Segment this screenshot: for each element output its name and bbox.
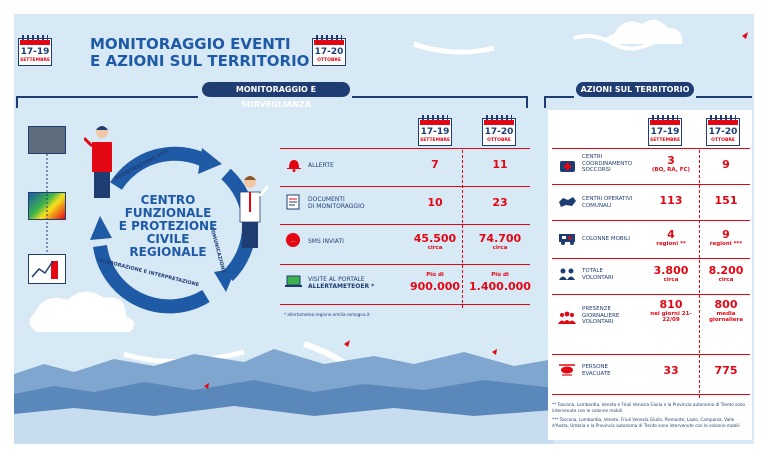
calendar-october-icon: 17-20 OTTOBRE — [312, 38, 346, 66]
actions-calendar-october: 17-20 OTTOBRE — [706, 118, 740, 146]
chart-graph-icon — [28, 254, 66, 284]
laptop-icon — [284, 274, 302, 290]
sms-icon — [284, 232, 302, 248]
municipal-centers-september: 113 — [659, 194, 683, 207]
table-calendar-september: 17-19 SETTEMBRE — [418, 118, 452, 146]
calendar-september-icon: 17-19 SETTEMBRE — [18, 38, 52, 66]
mobile-columns-september: 4 — [667, 228, 675, 241]
document-icon — [284, 194, 302, 210]
sms-september: 45.500 — [413, 232, 457, 245]
group-icon — [558, 310, 576, 326]
row-label-coordination-centers: CENTRI COORDINAMENTO SOCCORSI — [582, 154, 633, 173]
actions-calendar-september: 17-19 SETTEMBRE — [648, 118, 682, 146]
arc-label-communication: COMUNICAZIONE — [208, 226, 227, 274]
functional-center-label: CENTRO FUNZIONALE E PROTEZIONE CIVILE REGIONALE — [118, 193, 218, 259]
ambulance-icon — [558, 230, 576, 246]
documents-september: 10 — [427, 196, 443, 209]
man-pointing-illustration — [234, 172, 268, 252]
coordination-centers-september: 3 — [667, 154, 675, 167]
total-volunteers-october: 8.200 — [708, 264, 744, 277]
mobile-columns-footnote-2: *** Toscana, Lombardia, Veneto, Friuli Venezia Giulia, Piemonte, Lazio, Campania, Valle d'Aosta, Umbria e la Provincia autonoma di Trento sono intervenute con le colonne mobili — [552, 417, 740, 428]
table-calendar-october: 17-20 OTTOBRE — [482, 118, 516, 146]
municipal-centers-october: 151 — [714, 194, 738, 207]
mobile-columns-october: 9 — [722, 228, 730, 241]
row-label-sms: SMS INVIATI — [308, 238, 344, 245]
page-title: MONITORAGGIO EVENTI E AZIONI SUL TERRITORIO — [90, 35, 310, 70]
actions-header: AZIONI SUL TERRITORIO — [576, 82, 694, 97]
arc-label-elaboration: ELABORAZIONE E INTERPRETAZIONE — [98, 257, 200, 289]
evacuated-september: 33 — [663, 364, 679, 377]
infographic-frame: 17-19 SETTEMBRE MONITORAGGIO EVENTI E AZIONI SUL TERRITORIO 17-20 OTTOBRE MONITORAGGIO E SORVEGLIANZA REGISTRAZIONE DATI COMUNICAZIONE ELABORAZIONE E INTERPRETAZIONE CENTRO FUNZIONALE E PROTEZIONE CIVILE REGIONALE 17-19 SETTEMBRE 17-20 OTTOBRE ALLERTE 7 11 DOCUMENTI DI MONITORAGGIO 10 23 ... SMS INVIATI 45.500 circa 74.700 circa VISITE AL PORTALE ALLERTAMETEOER * Più di 900.000 Più di 1.400.000 * allertameteo.regione.emilia-romagna.it AZIONI SUL TERRITORIO 17-19 SETTEMBRE 17-20 OTTOBRE CENTRI COORDINAMENTO SOCCORSI 3 (BO, RA, FC) 9 CENTRI OPERATIVI COMUNALI 113 151 COLONNE MOBILI 4 regioni ** 9 regioni *** TOTALE VOLONTARI 3.800 circa 8.200 circa PRESENZE GIORNALIERE VOLONTARI 810 nei giorni 21-22/09 800 media giornaliera PERSONE EVACUATE 33 775 ** Toscana, Lombardia, Veneto e Friuli Venezia Giulia e la Provincia autonoma di Trento sono intervenute con le colonne mobili *** Toscana, Lombardia, Veneto, Friuli Venezia Giulia, Piemonte, Lazio, Campania, Valle d'Aosta, Umbria e la Provincia autonoma di Trento sono intervenute con le colonne mobili — [14, 14, 754, 444]
arc-label-data-registration: REGISTRAZIONE DATI — [114, 148, 170, 182]
row-label-portal-visits: VISITE AL PORTALE ALLERTAMETEOER * — [308, 276, 375, 290]
coordination-centers-october: 9 — [722, 158, 730, 171]
evacuated-october: 775 — [714, 364, 738, 377]
wind-icon — [414, 44, 494, 52]
map-region-icon — [558, 194, 576, 210]
helicopter-icon — [558, 362, 576, 378]
portal-footnote: * allertameteo.regione.emilia-romagna.it — [284, 312, 370, 317]
alerts-october: 11 — [492, 158, 508, 171]
alerts-september: 7 — [431, 158, 439, 171]
row-label-municipal-centers: CENTRI OPERATIVI COMUNALI — [582, 196, 633, 209]
documents-october: 23 — [492, 196, 508, 209]
cloud-icon — [606, 20, 682, 44]
row-label-daily-volunteers: PRESENZE GIORNALIERE VOLONTARI — [582, 306, 620, 325]
satellite-image — [28, 126, 66, 154]
bell-icon — [284, 156, 302, 172]
row-label-evacuated: PERSONE EVACUATE — [582, 364, 611, 377]
row-label-documents: DOCUMENTI DI MONITORAGGIO — [308, 196, 365, 210]
first-aid-icon — [558, 158, 576, 174]
daily-volunteers-october: 800 — [714, 298, 738, 311]
portal-visits-september: 900.000 — [409, 280, 461, 293]
sms-october: 74.700 — [478, 232, 522, 245]
volunteers-icon — [558, 266, 576, 282]
row-label-total-volunteers: TOTALE VOLONTARI — [582, 268, 614, 281]
total-volunteers-september: 3.800 — [653, 264, 689, 277]
monitoring-header: MONITORAGGIO E SORVEGLIANZA — [202, 82, 350, 97]
portal-visits-october: 1.400.000 — [469, 280, 531, 293]
daily-volunteers-september: 810 — [659, 298, 683, 311]
row-label-alerts: ALLERTE — [308, 162, 334, 169]
svg-text:...: ... — [290, 238, 296, 244]
woman-pointing-illustration — [84, 122, 118, 202]
row-label-mobile-columns: COLONNE MOBILI — [582, 236, 630, 242]
mobile-columns-footnote-1: ** Toscana, Lombardia, Veneto e Friuli Venezia Giulia e la Provincia autonoma di Trento sono intervenute con le colonne mobili — [552, 402, 745, 413]
